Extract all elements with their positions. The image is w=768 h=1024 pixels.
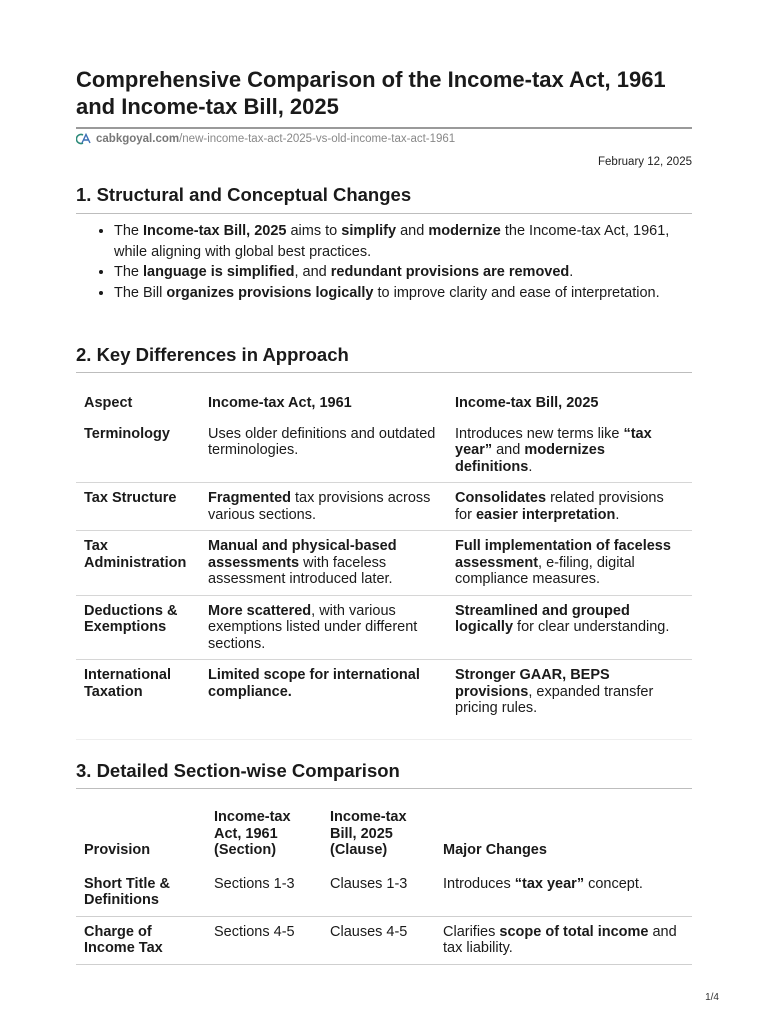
column-header: Income-tax Act, 1961 [208,395,352,411]
text-run: and [396,223,429,239]
provision-label: Short Title & Definitions [84,875,170,908]
bold-text: Consolidates [455,490,547,506]
column-header: Provision [84,842,151,858]
page-number: 1/4 [705,992,719,1003]
bold-text: “tax year” [514,875,585,892]
bold-text: scope of total income [499,923,649,940]
act-1961-cell [200,531,447,596]
bold-text: Full implementation of faceless assessment [455,538,671,571]
bold-text: simplify [341,223,397,239]
text-run: related provisions for [455,490,664,523]
text-run: The [114,264,144,280]
text-run: Introduces new terms like [455,425,624,442]
text-run: concept. [584,875,643,892]
text-run: for clear understanding. [513,619,670,635]
bill-clause-cell: Clauses 1-3 [322,869,435,917]
bold-text: Streamlined and grouped logically [455,602,630,635]
text-run: , expanded transfer pricing rules. [455,683,654,716]
title-divider [76,127,692,129]
provision-label: Charge of Income Tax [84,923,163,956]
bold-text: easier interpretation [475,506,616,523]
section-comparison-table [76,809,692,965]
bill-2025-cell [447,483,692,531]
bill-2025-cell [447,419,692,483]
page-title: Comprehensive Comparison of the Income-tax Act, 1961 and Income-tax Bill, 2025 [76,67,666,119]
provision-cell [76,869,206,917]
aspect-label: Terminology [84,425,170,442]
aspect-label: International Taxation [84,667,172,700]
key-differences-table [76,393,692,740]
aspect-label: Tax Administration [84,538,187,571]
act-1961-cell [200,483,447,531]
aspect-cell [76,419,200,483]
text-run: , with various exemptions listed under different sections. [208,602,418,652]
bold-text: language is simplified [143,264,295,280]
text-run: aims to [286,223,342,239]
provision-cell [76,916,206,964]
table-row [76,595,692,660]
column-header: Aspect [84,395,133,411]
section-3-divider [76,788,692,789]
bold-text: Fragmented [208,490,291,506]
bold-text: “tax year” [455,425,652,458]
text-run: Clarifies [443,923,500,940]
text-run: . [615,506,620,523]
text-run: . [528,458,533,475]
text-run: and tax liability. [443,923,677,956]
text-run: and [492,442,525,458]
source-path[interactable]: /new-income-tax-act-2025-vs-old-income-tax-act-1961 [179,133,456,145]
table-row [76,869,692,917]
text-run: with faceless assessment introduced later. [208,554,393,587]
bill-2025-cell [447,531,692,596]
table-row [76,660,692,740]
text-run: . [569,264,574,280]
bold-text: Stronger GAAR, BEPS provisions [455,667,610,700]
aspect-cell [76,660,200,740]
text-run: Uses older definitions and outdated terminologies. [208,425,436,458]
text-run: , e-filing, digital compliance measures. [455,554,635,587]
text-run: The [114,223,144,239]
act-section-cell: Sections 4-5 [206,916,322,964]
aspect-label: Deductions & Exemptions [84,602,178,635]
bold-text: Income-tax Bill, 2025 [143,223,287,239]
bold-text: modernize [428,223,501,239]
section-1-bullet-list [76,221,692,303]
table-row [76,483,692,531]
bullet-item [114,283,692,304]
act-1961-cell [200,419,447,483]
column-header: Income-tax Bill, 2025 (Clause) [330,809,407,858]
text-run: , and [294,264,331,280]
bill-2025-cell [447,595,692,660]
text-run: tax provisions across various sections. [208,490,431,523]
bold-text: organizes provisions logically [166,284,374,301]
bold-text: More scattered [208,602,312,619]
aspect-cell [76,595,200,660]
aspect-cell [76,531,200,596]
bold-text: Limited scope for international compliance. [208,667,420,700]
text-run: the Income-tax Act, 1961, while aligning with global best practices. [114,223,670,260]
table-row [76,916,692,964]
site-logo-icon [76,133,92,145]
source-line [76,133,455,145]
bold-text: Manual and physical-based assessments [208,538,397,571]
column-header: Major Changes [443,842,547,858]
act-section-cell: Sections 1-3 [206,869,322,917]
bullet-item [114,262,692,283]
bill-2025-cell [447,660,692,740]
section-2-heading: 2. Key Differences in Approach [76,344,349,365]
section-1-divider [76,213,692,214]
column-header: Income-tax Act, 1961 (Section) [214,809,291,858]
act-1961-cell [200,595,447,660]
major-changes-cell [435,869,692,917]
text-run: The Bill [114,284,167,301]
bill-clause-cell: Clauses 4-5 [322,916,435,964]
aspect-cell [76,483,200,531]
section-1-heading: 1. Structural and Conceptual Changes [76,184,412,205]
act-1961-cell [200,660,447,740]
column-header: Income-tax Bill, 2025 [455,395,599,411]
table-row [76,531,692,596]
aspect-label: Tax Structure [84,490,177,506]
section-3-heading: 3. Detailed Section-wise Comparison [76,760,400,781]
source-domain[interactable]: cabkgoyal.com [96,133,180,145]
text-run: Introduces [443,875,515,892]
bullet-item [114,221,692,262]
text-run: to improve clarity and ease of interpretation. [373,284,660,301]
section-2-divider [76,372,692,373]
bold-text: redundant provisions are removed [330,264,570,280]
major-changes-cell [435,916,692,964]
publish-date: February 12, 2025 [598,156,692,168]
bold-text: modernizes definitions [455,442,605,475]
table-row [76,419,692,483]
